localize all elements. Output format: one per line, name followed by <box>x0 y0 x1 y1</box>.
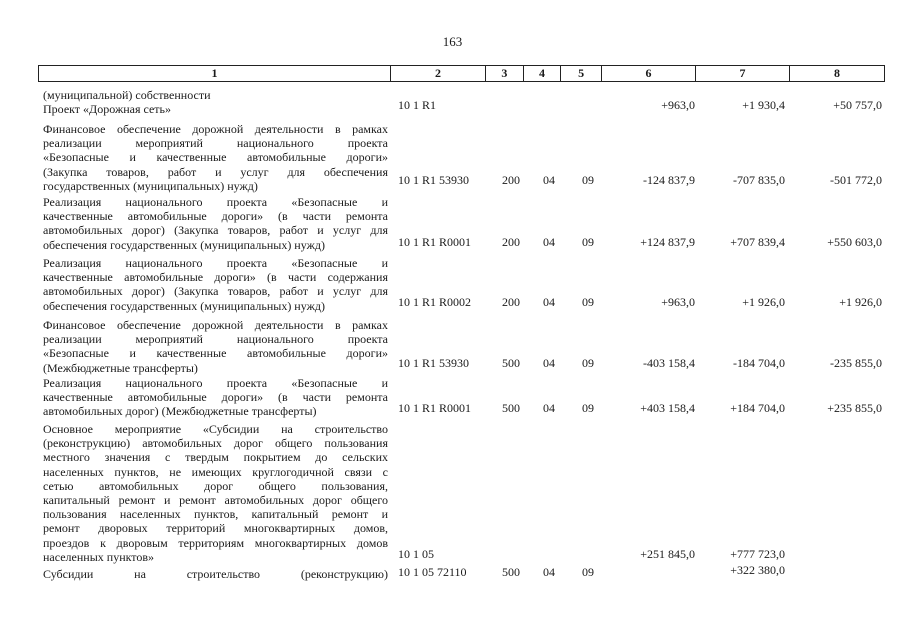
page-number: 163 <box>442 34 463 49</box>
row-description <box>43 256 388 313</box>
cell-c6: +403 158,4 <box>640 401 695 415</box>
description-line: Основное мероприятие «Субсидии на строительство <box>43 422 388 436</box>
cell-c4: 04 <box>543 295 555 309</box>
cell-c4: 04 <box>543 356 555 370</box>
description-line: Реализация национального проекта «Безопасные и <box>43 376 388 390</box>
description-line: местного значения с твердым покрытием до сельских <box>43 450 388 465</box>
description-line: населенных пунктов, не имеющих круглогодичной связи с <box>43 464 388 479</box>
description-line: качественные автомобильные дороги» (в части содержания <box>43 270 388 285</box>
cell-c8: +1 926,0 <box>839 295 882 309</box>
row-description <box>43 318 388 375</box>
cell-code: 10 1 05 <box>398 547 434 561</box>
cell-c8: +235 855,0 <box>827 401 882 415</box>
column-header-5: 5 <box>561 66 602 82</box>
cell-c8: +50 757,0 <box>833 98 882 112</box>
cell-c6: -403 158,4 <box>643 356 695 370</box>
cell-c4: 04 <box>543 235 555 249</box>
cell-c3: 200 <box>502 295 520 309</box>
table-header <box>38 65 885 82</box>
description-line: сетью автомобильных дорог общего пользования, <box>43 478 388 493</box>
cell-code: 10 1 R1 53930 <box>398 356 470 370</box>
description-line: Реализация национального проекта «Безопасные и <box>43 256 388 270</box>
cell-c3: 500 <box>502 401 520 415</box>
cell-c7: -184 704,0 <box>733 356 785 370</box>
description-line: (муниципальной) собственности <box>43 88 211 102</box>
cell-c7: +1 930,4 <box>742 98 785 112</box>
description-line: автомобильных дорог) (Закупка товаров, работ и услуг для <box>43 284 388 299</box>
cell-c6: +251 845,0 <box>640 547 695 561</box>
cell-c6: -124 837,9 <box>643 173 695 187</box>
description-line: населенных пунктов» <box>43 549 155 564</box>
description-line: автомобильных дорог) (Межбюджетные трансферты) <box>43 404 317 419</box>
column-header-1: 1 <box>39 66 391 82</box>
cell-c7: +707 839,4 <box>730 235 785 249</box>
description-line: обеспечения государственных (муниципальных) нужд) <box>43 237 325 252</box>
description-line: ремонт дворовых территорий многоквартирных домов, <box>43 521 388 536</box>
description-line: реализации мероприятий национального проекта <box>43 332 388 347</box>
description-line: качественные автомобильные дороги» (в части ремонта <box>43 209 388 224</box>
description-line: капитальный ремонт и ремонт автомобильных дорог общего <box>43 493 388 508</box>
description-line: пользования населенных пунктов, капитальный ремонт и <box>43 507 388 522</box>
cell-c5: 09 <box>582 356 594 370</box>
cell-c8: +550 603,0 <box>827 235 882 249</box>
row-description <box>43 195 388 252</box>
description-line: проездов к дворовым территориям многоквартирных домов <box>43 535 388 550</box>
row-description <box>43 102 388 116</box>
cell-c6: +963,0 <box>661 295 695 309</box>
description-line: обеспечения государственных (муниципальных) нужд) <box>43 298 325 313</box>
cell-c5: 09 <box>582 235 594 249</box>
cell-code: 10 1 R1 53930 <box>398 173 470 187</box>
column-header-4: 4 <box>523 66 561 82</box>
description-line: (реконструкцию) автомобильных дорог общего пользования <box>43 436 388 451</box>
row-description <box>43 567 388 581</box>
cell-c5: 09 <box>582 565 594 579</box>
cell-code: 10 1 R1 R0002 <box>398 295 472 309</box>
cell-code: 10 1 R1 R0001 <box>398 235 472 249</box>
cell-c4: 04 <box>543 565 555 579</box>
cell-c3: 500 <box>502 356 520 370</box>
description-line: Финансовое обеспечение дорожной деятельности в рамках <box>43 318 388 332</box>
description-line: автомобильных дорог) (Закупка товаров, работ и услуг для <box>43 223 388 238</box>
row-description <box>43 88 388 102</box>
description-line: «Безопасные и качественные автомобильные дороги» <box>43 346 388 361</box>
cell-c6: +124 837,9 <box>640 235 695 249</box>
row-description <box>43 376 388 419</box>
column-header-8: 8 <box>789 66 884 82</box>
cell-c7: -707 835,0 <box>733 173 785 187</box>
cell-code: 10 1 R1 R0001 <box>398 401 472 415</box>
description-line: (Межбюджетные трансферты) <box>43 360 198 375</box>
cell-c7: +322 380,0 <box>730 563 785 577</box>
column-header-2: 2 <box>391 66 486 82</box>
description-line: Субсидии на строительство (реконструкцию) <box>43 567 388 581</box>
cell-c7: +1 926,0 <box>742 295 785 309</box>
cell-code: 10 1 05 72110 <box>398 565 467 579</box>
cell-c5: 09 <box>582 401 594 415</box>
cell-c7: +184 704,0 <box>730 401 785 415</box>
description-line: государственных (муниципальных) нужд) <box>43 178 258 193</box>
cell-c6: +963,0 <box>661 98 695 112</box>
cell-c3: 200 <box>502 235 520 249</box>
description-line: Реализация национального проекта «Безопасные и <box>43 195 388 209</box>
cell-c8: -235 855,0 <box>830 356 882 370</box>
row-description <box>43 122 388 193</box>
cell-c5: 09 <box>582 295 594 309</box>
description-line: «Безопасные и качественные автомобильные дороги» <box>43 150 388 165</box>
cell-code: 10 1 R1 <box>398 98 437 112</box>
cell-c3: 500 <box>502 565 520 579</box>
cell-c5: 09 <box>582 173 594 187</box>
cell-c4: 04 <box>543 401 555 415</box>
cell-c3: 200 <box>502 173 520 187</box>
column-header-7: 7 <box>695 66 789 82</box>
cell-c8: -501 772,0 <box>830 173 882 187</box>
column-header-3: 3 <box>486 66 524 82</box>
description-line: качественные автомобильные дороги» (в части ремонта <box>43 390 388 405</box>
description-line: Финансовое обеспечение дорожной деятельности в рамках <box>43 122 388 136</box>
description-line: Проект «Дорожная сеть» <box>43 102 172 116</box>
column-header-6: 6 <box>601 66 695 82</box>
cell-c4: 04 <box>543 173 555 187</box>
row-description <box>43 422 388 564</box>
cell-c7: +777 723,0 <box>730 547 785 561</box>
description-line: реализации мероприятий национального проекта <box>43 136 388 151</box>
description-line: (Закупка товаров, работ и услуг для обеспечения <box>43 164 388 179</box>
